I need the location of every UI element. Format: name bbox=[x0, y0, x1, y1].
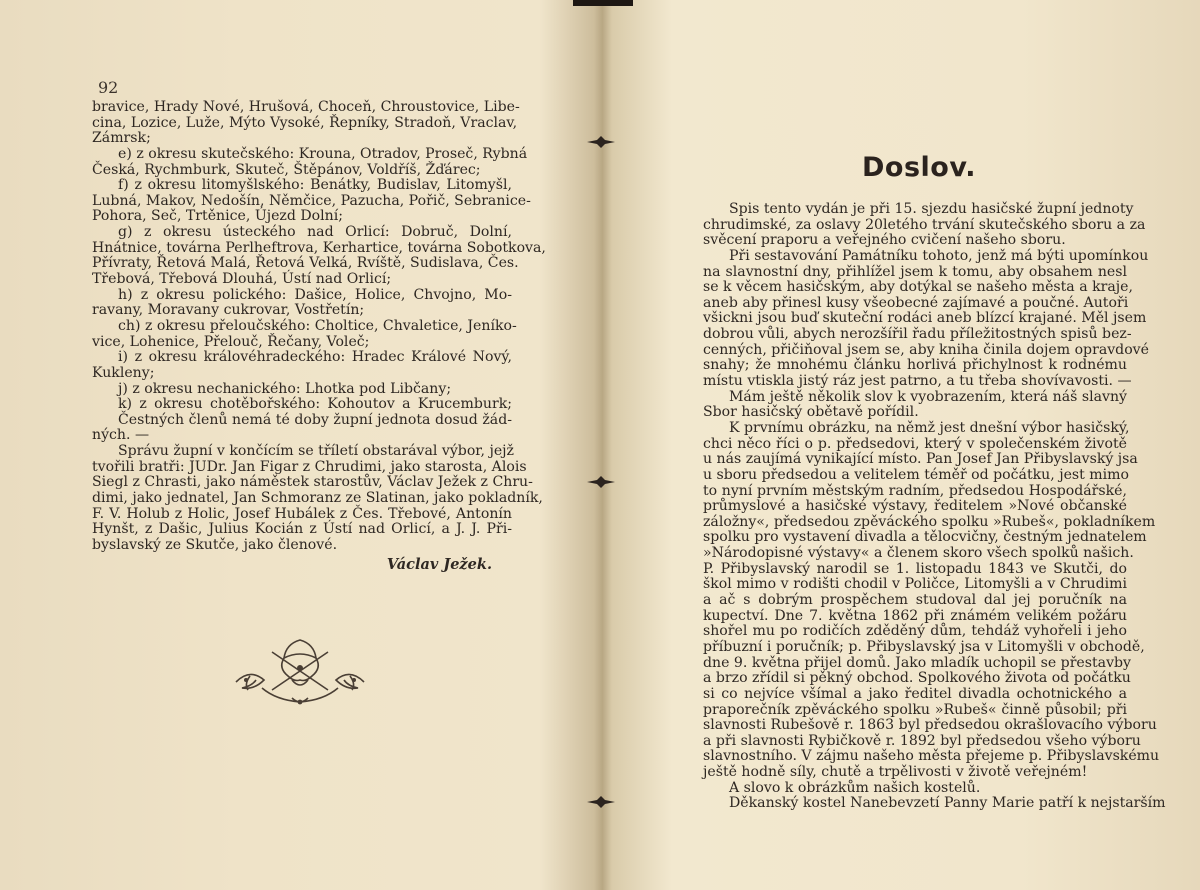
text-line: Zámrsk; bbox=[92, 130, 151, 147]
text-line: f) z okresu litomyšlského: Benátky, Budislav, Litomyšl, bbox=[118, 177, 512, 194]
text-line: dimi, jako jednatel, Jan Schmoranz ze Slatinan, jako pokladník, bbox=[92, 490, 543, 507]
text-line: Lubná, Makov, Nedošín, Němčice, Pazucha, Pořič, Sebranice- bbox=[92, 192, 531, 209]
text-line: cina, Lozice, Luže, Mýto Vysoké, Řepníky, Stradoň, Vraclav, bbox=[92, 114, 518, 131]
text-line: u nás zaujímá vynikající místo. Pan Josef Jan Přibyslavský jsa bbox=[703, 451, 1138, 468]
text-line: shořel mu po rodičích zděděný dům, tehdáž vyhořeli i jeho bbox=[703, 623, 1127, 640]
text-line: spolku pro vystavení divadla a tělocvičny, čestným jednatelem bbox=[703, 529, 1147, 546]
text-line: F. V. Holub z Holic, Josef Hubálek z Čes. Třebové, Antonín bbox=[92, 505, 512, 522]
text-line: j) z okresu nechanického: Lhotka pod Libčany; bbox=[118, 380, 452, 397]
text-line: Spis tento vydán je při 15. sjezdu hasičské župní jednoty bbox=[729, 201, 1134, 217]
text-line: h) z okresu polického: Dašice, Holice, Chvojno, Mo- bbox=[118, 286, 512, 303]
text-line: P. Přibyslavský narodil se 1. listopadu 1843 ve Skutči, do bbox=[703, 560, 1127, 577]
text-line: se k věcem hasičským, aby dotýkal se našeho města a kraje, bbox=[703, 279, 1133, 296]
text-line: Přívraty, Řetová Malá, Řetová Velká, Rvíště, Sudislava, Čes. bbox=[92, 255, 519, 272]
text-line: všickni jsou buď skuteční rodáci aneb blízcí krajané. Měl jsem bbox=[703, 310, 1147, 327]
text-line: dobrou vůli, abych nerozšířil řadu příležitostných spisů bez- bbox=[703, 326, 1132, 343]
text-line: k) z okresu chotěbořského: Kohoutov a Krucemburk; bbox=[118, 396, 512, 413]
left-page-text bbox=[92, 99, 546, 576]
text-line: Hnátnice, továrna Perlheftrova, Kerhartice, továrna Sobotkova, bbox=[92, 239, 546, 256]
text-line: byslavský ze Skutče, jako členové. bbox=[92, 536, 338, 553]
signature: Václav Ježek. bbox=[386, 555, 492, 573]
text-line: si co nejvíce všímal a jako ředitel divadla ochotnického a bbox=[703, 685, 1127, 702]
text-line: Sbor hasičský obětavě pořídil. bbox=[703, 404, 919, 421]
text-line: Děkanský kostel Nanebevzetí Panny Marie patří k nejstarším bbox=[729, 795, 1166, 812]
binding-stitch-icon bbox=[587, 476, 615, 488]
text-line: Čestných členů nemá té doby župní jednota dosud žád- bbox=[118, 411, 512, 428]
text-line: g) z okresu ústeckého nad Orlicí: Dobruč, Dolní, bbox=[118, 224, 512, 241]
text-line: a ač s dobrým prospěchem studoval dal jej poručník na bbox=[703, 592, 1127, 609]
text-line: Pohora, Seč, Trtěnice, Újezd Dolní; bbox=[92, 208, 343, 225]
text-line: »Národopisné výstavy« a členem skoro všech spolků našich. bbox=[703, 545, 1134, 562]
text-line: Kukleny; bbox=[92, 364, 155, 381]
page-number: 92 bbox=[98, 78, 119, 97]
text-line: Siegl z Chrasti, jako náměstek starostův, Václav Ježek z Chru- bbox=[92, 474, 533, 491]
text-line: ravany, Moravany cukrovar, Vostřetín; bbox=[92, 302, 365, 319]
chapter-heading: Doslov. bbox=[862, 152, 976, 183]
text-line: A slovo k obrázkům našich kostelů. bbox=[729, 779, 981, 796]
text-line: Třebová, Třebová Dlouhá, Ústí nad Orlicí; bbox=[92, 271, 392, 288]
text-line: e) z okresu skutečského: Krouna, Otradov, Proseč, Rybná bbox=[118, 145, 528, 162]
binding-stitch-icon bbox=[587, 136, 615, 148]
text-line: i) z okresu královéhradeckého: Hradec Králové Nový, bbox=[118, 349, 512, 366]
right-page-text bbox=[703, 201, 1166, 812]
text-line: na slavnostní dny, přihlížel jsem k tomu, aby obsahem nesl bbox=[703, 263, 1127, 280]
text-line: snahy; že mnohému článku horlivá přichylnost k rodnému bbox=[703, 357, 1127, 374]
text-line: a při slavnosti Rybičkově r. 1892 byl předsedou všeho výboru bbox=[703, 732, 1141, 749]
text-line: záložny«, předsedou zpěváckého spolku »Rubeš«, pokladníkem bbox=[703, 513, 1156, 530]
text-line: K prvnímu obrázku, na němž jest dnešní výbor hasičský, bbox=[729, 419, 1130, 436]
text-line: slavnostního. V zájmu našeho města přejeme p. Přibyslavskému bbox=[703, 748, 1160, 765]
text-line: tvořili bratři: JUDr. Jan Figar z Chrudimi, jako starosta, Alois bbox=[92, 458, 527, 475]
text-line: Při sestavování Památníku tohoto, jenž má býti upomínkou bbox=[729, 247, 1149, 264]
text-line: Mám ještě několik slov k vyobrazením, která náš slavný bbox=[729, 388, 1128, 405]
text-line: Česká, Rychmburk, Skuteč, Štěpánov, Voldříš, Žďárec; bbox=[92, 161, 481, 178]
text-line: a brzo zřídil si pěkný obchod. Spolkového života od počátku bbox=[703, 670, 1131, 687]
firefighter-emblem-ornament bbox=[232, 632, 368, 708]
text-line: svěcení praporu a veřejného cvičení našeho sboru. bbox=[703, 232, 1066, 249]
text-line: místu vtiskla jistý ráz jest patrno, a tu třeba shovívavosti. — bbox=[703, 373, 1132, 390]
text-line: ných. — bbox=[92, 427, 150, 444]
text-line: příbuzní i poručník; p. Přibyslavský jsa v Litomyšli v obchodě, bbox=[703, 638, 1145, 655]
text-line: cenných, přičiňoval jsem se, aby kniha činila dojem opravdové bbox=[703, 341, 1149, 358]
text-line: vice, Lohenice, Přelouč, Řečany, Voleč; bbox=[92, 333, 370, 350]
text-line: aneb aby přinesl kusy všeobecné zajímavé a poučné. Autoři bbox=[703, 294, 1129, 311]
text-line: dne 9. května přijel domů. Jako mladík uchopil se přestavby bbox=[703, 654, 1132, 671]
text-line: ch) z okresu přeloučského: Choltice, Chvaletice, Jeníko- bbox=[118, 317, 517, 334]
text-line: slavnosti Rubešově r. 1863 byl předsedou okrašlovacího výboru bbox=[703, 717, 1157, 734]
text-line: Správu župní v končícím se tříletí obstarával výbor, jejž bbox=[118, 443, 514, 460]
text-line: chrudimské, za oslavy 20letého trvání skutečského sboru a za bbox=[703, 216, 1146, 233]
text-line: kupectví. Dne 7. května 1862 při známém velikém požáru bbox=[703, 607, 1127, 624]
text-line: Hynšt, z Dašic, Julius Kocián z Ústí nad Orlicí, a J. J. Při- bbox=[92, 521, 512, 538]
text-line: škol mimo v rodišti chodil v Poličce, Litomyšli a v Chrudimi bbox=[703, 576, 1127, 593]
text-line: u sboru předsedou a velitelem téměř od počátku, jest mimo bbox=[703, 466, 1130, 483]
text-line: bravice, Hrady Nové, Hrušová, Choceň, Chroustovice, Libe- bbox=[92, 99, 520, 115]
text-line: průmyslové a hasičské výstavy, ředitelem »Nové občanské bbox=[703, 498, 1127, 515]
binding-stitch-icon bbox=[587, 796, 615, 808]
text-line: chci něco říci o p. předsedovi, který v společenském životě bbox=[703, 435, 1127, 452]
text-line: praporečník zpěváckého spolku »Rubeš« činně působil; při bbox=[703, 701, 1127, 718]
text-line: to nyní prvním městským radním, předsedou Hospodářské, bbox=[703, 482, 1127, 499]
text-line: ještě hodně síly, chutě a trpělivosti v životě veřejném! bbox=[703, 764, 1088, 781]
